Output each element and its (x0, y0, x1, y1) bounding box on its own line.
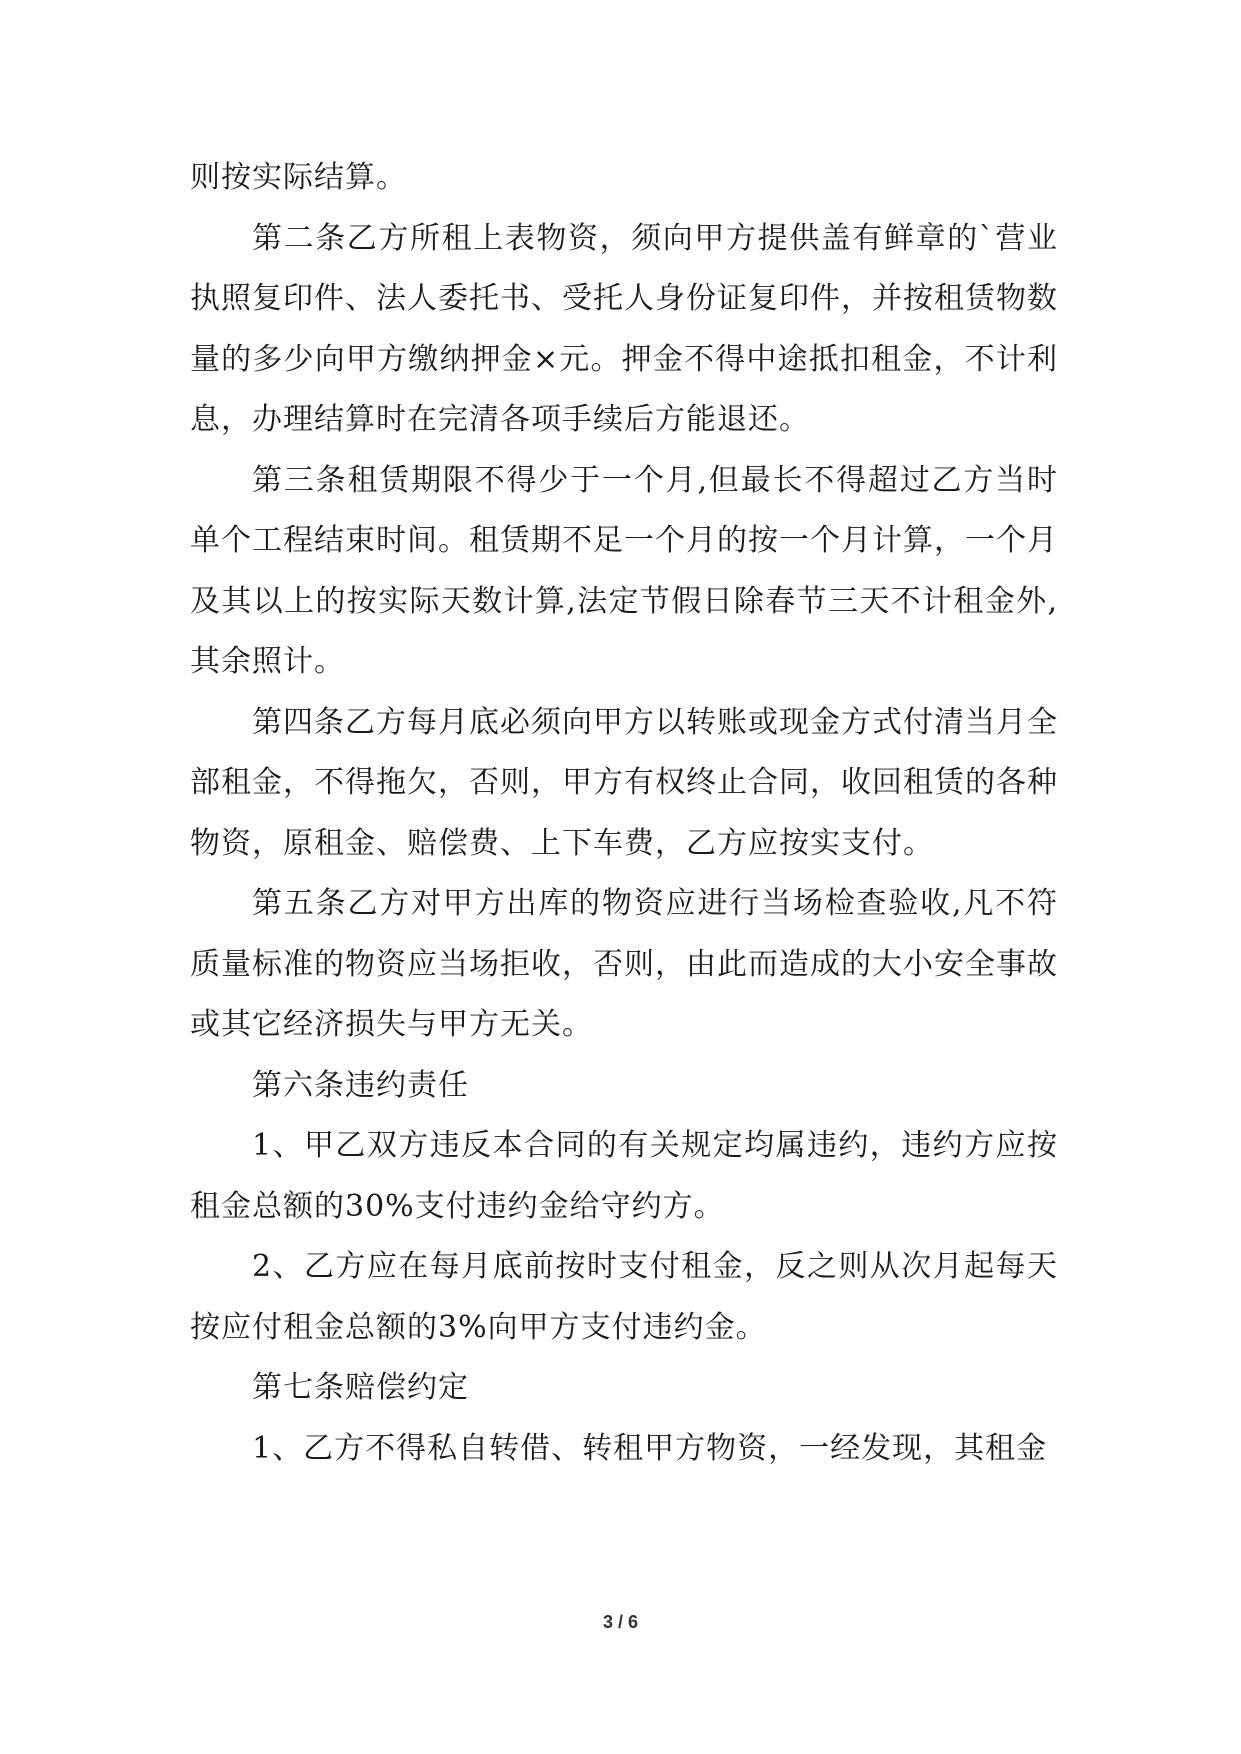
paragraph-article-7-item-1: 1、乙方不得私自转借、转租甲方物资，一经发现，其租金 (252, 1430, 1048, 1466)
paragraph-article-6-item-2: 2、乙方应在每月底前按时支付租金，反之则从次月起每天按应付租金总额的3%向甲方支付违约金。 (190, 1249, 1058, 1345)
heading-article-7: 第七条赔偿约定 (252, 1370, 469, 1405)
document-body (190, 148, 1058, 1479)
paragraph-article-2: 第二条乙方所租上表物资，须向甲方提供盖有鲜章的`营业执照复印件、法人委托书、受托人身份证复印件，并按租赁物数量的多少向甲方缴纳押金×元。押金不得中途抵扣租金，不计利息，办理结算时在完清各项手续后方能退还。 (190, 220, 1058, 437)
paragraph-article-3: 第三条租赁期限不得少于一个月,但最长不得超过乙方当时单个工程结束时间。租赁期不足一个月的按一个月计算，一个月及其以上的按实际天数计算,法定节假日除春节三天不计租金外,其余照计。 (190, 462, 1058, 679)
heading-article-6: 第六条违约责任 (252, 1067, 469, 1103)
paragraph-article-6-item-1: 1、甲乙双方违反本合同的有关规定均属违约，违约方应按租金总额的30%支付违约金给守约方。 (190, 1128, 1058, 1224)
paragraph-continuation: 则按实际结算。 (190, 160, 407, 195)
paragraph-article-4: 第四条乙方每月底必须向甲方以转账或现金方式付清当月全部租金，不得拖欠，否则，甲方有权终止合同，收回租赁的各种物资，原租金、赔偿费、上下车费，乙方应按实支付。 (190, 704, 1058, 861)
page-number: 3 / 6 (602, 1612, 639, 1632)
paragraph-article-5: 第五条乙方对甲方出库的物资应进行当场检查验收,凡不符质量标准的物资应当场拒收，否则，由此而造成的大小安全事故或其它经济损失与甲方无关。 (190, 886, 1058, 1042)
